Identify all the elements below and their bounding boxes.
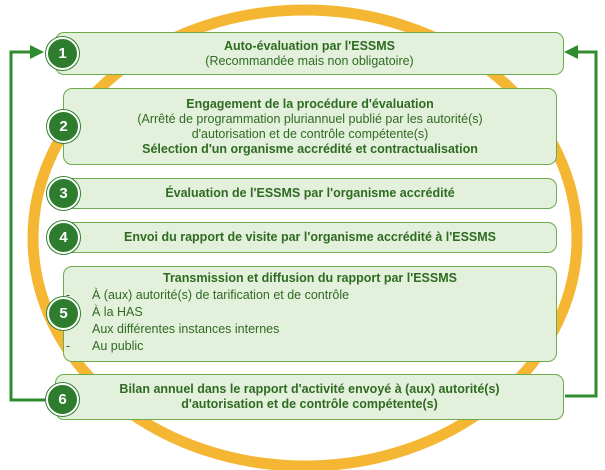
step-5-bullet-list [64, 287, 556, 355]
step-3-box [63, 178, 557, 209]
step-5-box [63, 266, 557, 362]
step-6-box [55, 374, 564, 420]
step-4-box [63, 222, 557, 253]
step-2-number: 2 [59, 118, 68, 135]
step-5-bullet: - Au public [64, 338, 556, 355]
step-1-subtitle: (Recommandée mais non obligatoire) [205, 53, 414, 68]
step-1-box [55, 32, 564, 75]
step-6-badge [46, 383, 79, 416]
step-3-badge [47, 177, 80, 210]
left-arrow-head-icon [30, 45, 44, 59]
step-5-bullet: - À la HAS [64, 304, 556, 321]
step-6-line-2: d'autorisation et de contrôle compétente(s) [181, 397, 438, 411]
step-5-badge [47, 297, 80, 330]
step-2-title: Engagement de la procédure d'évaluation [186, 96, 434, 111]
step-4-title: Envoi du rapport de visite par l'organisme accrédité à l'ESSMS [123, 230, 497, 244]
step-1-title: Auto-évaluation par l'ESSMS [223, 38, 396, 53]
step-3-number: 3 [59, 185, 68, 202]
right-arrow-head-icon [564, 45, 578, 59]
step-5-bullet: - Aux différentes instances internes [64, 321, 556, 338]
step-2-box [63, 88, 557, 165]
step-2-extra: Sélection d'un organisme accrédité et contractualisation [142, 141, 478, 156]
step-6-number: 6 [58, 391, 67, 408]
step-5-bullet: - À (aux) autorité(s) de tarification et de contrôle [64, 287, 556, 304]
step-5-number: 5 [59, 305, 68, 322]
step-1-badge [46, 37, 79, 70]
step-3-title: Évaluation de l'ESSMS par l'organisme accrédité [165, 186, 455, 200]
step-6-line-1: Bilan annuel dans le rapport d'activité envoyé à (aux) autorité(s) [119, 382, 500, 396]
step-2-badge [47, 110, 80, 143]
step-2-subtitle: (Arrêté de programmation pluriannuel publié par les autorité(s) d'autorisation et de contrôle compétente(s) [137, 111, 483, 141]
step-4-number: 4 [59, 229, 68, 246]
step-5-title: Transmission et diffusion du rapport par l'ESSMS [163, 271, 457, 285]
step-4-badge [47, 221, 80, 254]
step-1-number: 1 [58, 45, 67, 62]
